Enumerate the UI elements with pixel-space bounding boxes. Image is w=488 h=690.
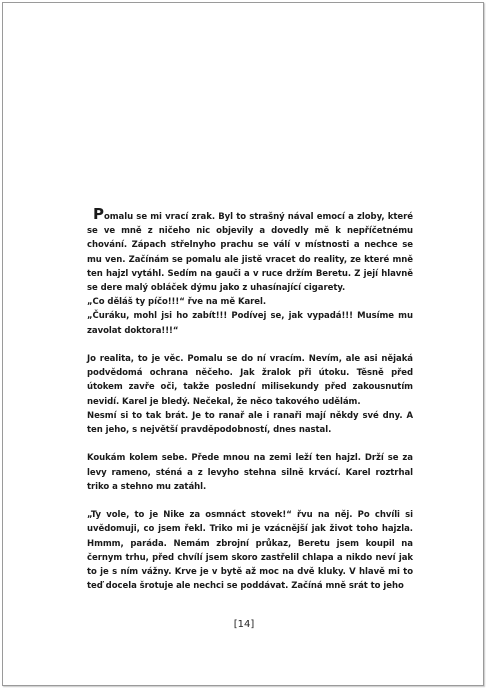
drop-cap: P <box>93 205 104 223</box>
paragraph-1 <box>87 205 413 295</box>
paragraph-gap <box>87 437 413 451</box>
paragraph-gap <box>87 494 413 508</box>
body-text <box>87 205 413 593</box>
paragraph-6: Koukám kolem sebe. Přede mnou na zemi leží ten hajzl. Drží se za levy rameno, sténá a z levyho stehna silně krvácí. Karel roztrhal triko a stehno mu zatáhl. <box>87 453 413 492</box>
paragraph-4: Jo realita, to je věc. Pomalu se do ní vracím. Nevím, ale asi nějaká podvědomá ochrana něčeho. Jak žralok při útoku. Těsně před útokem zavře oči, takže poslední milisekundy před zakousnutím nevidí. Karel je bledý. Nečekal, že něco takového udělám. <box>87 354 413 407</box>
paragraph-7: „Ty vole, to je Nike za osmnáct stovek!“ řvu na něj. Po chvíli si uvědomuji, co jsem řekl. Triko mi je vzácnější jak život toho hajzla. Hmmm, paráda. Nemám zbrojní průkaz, Beretu jsem koupil na černym trhu, před chvílí jsem skoro zastřelil chlapa a nikdo neví jak to je s ním vážny. Krve je v bytě až moc na dvě kluky. V hlavě mi to teď docela šrotuje ale nechci se poddávat. Začíná mně srát to jeho <box>87 510 413 592</box>
paragraph-5: Nesmí si to tak brát. Je to ranař ale i ranaři mají někdy své dny. A ten jeho, s největší pravděpodobností, dnes nastal. <box>87 410 413 436</box>
paragraph-1-text: omalu se mi vrací zrak. Byl to strašný nával emocí a zloby, které se ve mně z ničeho nic objevily a dovedly mě k nepříčetnému chování. Zápach střelnyho prachu se válí v místnosti a nechce se mu ven. Začínám se pomalu ale jistě vracet do reality, ze které mně ten hajzl vytáhl. Sedím na gauči a v ruce držím Beretu. Z její hlavně se dere malý obláček dýmu jako z uhasínající cigarety. <box>87 212 413 294</box>
document-page <box>2 2 484 686</box>
page-number: [14] <box>233 619 255 630</box>
paragraph-gap <box>87 338 413 352</box>
paragraph-3: „Čuráku, mohl jsi ho zabít!!! Podívej se, jak vypadá!!! Musíme mu zavolat doktora!!!“ <box>87 311 413 336</box>
paragraph-2: „Co děláš ty píčo!!!“ řve na mě Karel. <box>87 297 267 308</box>
